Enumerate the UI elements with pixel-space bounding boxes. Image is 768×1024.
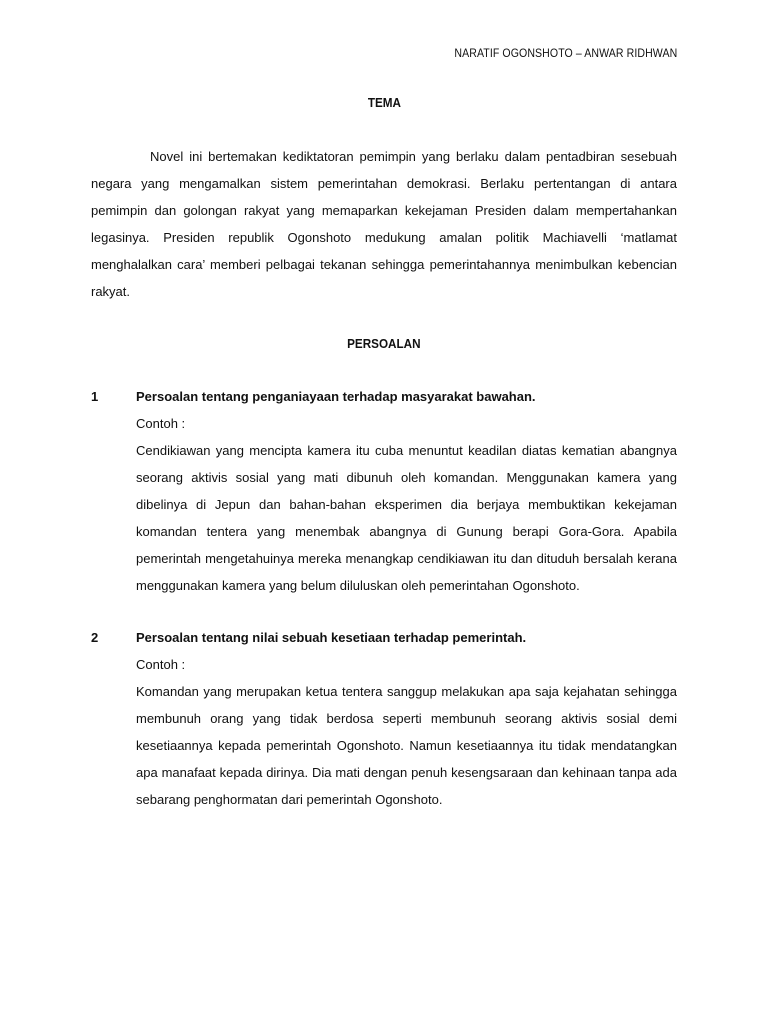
tema-heading [0,95,768,110]
item-number: 1 [91,389,99,404]
tema-paragraph: Novel ini bertemakan kediktatoran pemimpin yang berlaku dalam pentadbiran sesebuah negara yang mengamalkan sistem pemerintahan demokrasi. Berlaku pertentangan di antara pemimpin dan golongan rakyat yang memaparkan kekejaman Presiden dalam mempertahankan legasinya. Presiden republik Ogonshoto medukung amalan politik Machiavelli ‘matlamat menghalalkan cara’ memberi pelbagai tekanan sehingga pemerintahannya menimbulkan kebencian rakyat. [91,149,677,299]
item-body [136,624,677,813]
item-heading: Persoalan tentang penganiayaan terhadap masyarakat bawahan. [136,389,536,404]
item-text: Komandan yang merupakan ketua tentera sanggup melakukan apa saja kejahatan sehingga membunuh orang yang tidak berdosa seperti membunuh seorang aktivis sosial demi kesetiaannya kepada pemerintah Ogonshoto. Namun kesetiaannya itu tidak mendatangkan apa manafaat kepada dirinya. Dia mati dengan penuh kesengsaraan dan kehinaan tanpa ada sebarang penghormatan dari pemerintah Ogonshoto. [136,684,677,807]
persoalan-heading [0,336,768,351]
item-contoh-label: Contoh : [136,657,186,672]
item-number: 2 [91,630,99,645]
persoalan-heading-text: PERSOALAN [347,336,421,351]
item-body [136,383,677,599]
item-contoh-label: Contoh : [136,416,186,431]
running-header: NARATIF OGONSHOTO – ANWAR RIDHWAN [454,46,677,60]
item-text: Cendikiawan yang mencipta kamera itu cuba menuntut keadilan diatas kematian abangnya seorang aktivis sosial yang mati dibunuh oleh komandan. Menggunakan kamera yang dibelinya di Jepun dan bahan-bahan eksperimen dia berjaya membuktikan kekejaman komandan tentera yang menembak abangnya di Gunung berapi Gora-Gora. Apabila pemerintah mengetahuinya mereka menangkap cendikiawan itu dan dituduh bersalah kerana menggunakan kamera yang belum diluluskan oleh pemerintahan Ogonshoto. [136,443,677,593]
item-heading: Persoalan tentang nilai sebuah kesetiaan terhadap pemerintah. [136,630,527,645]
tema-heading-text: TEMA [367,95,401,110]
